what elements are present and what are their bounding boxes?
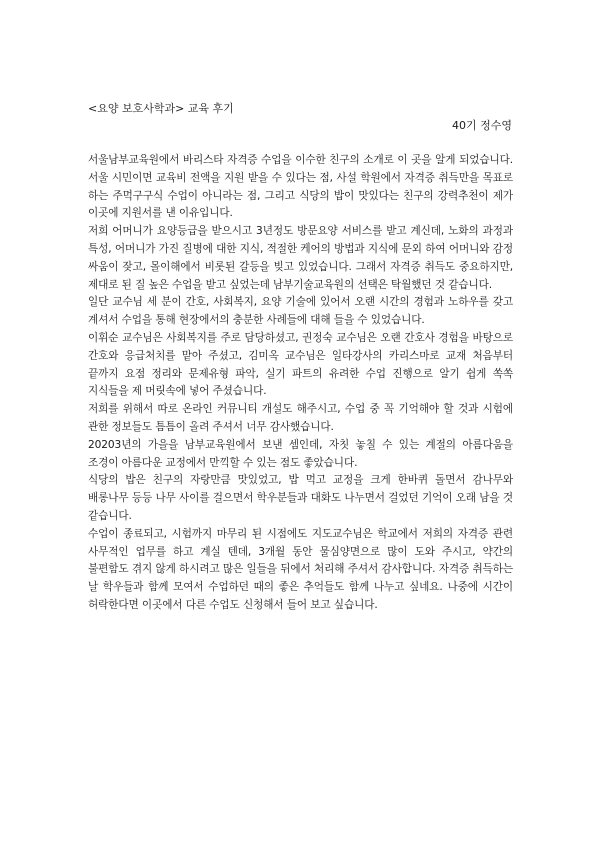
paragraph: 수업이 종료되고, 시험까지 마무리 된 시점에도 지도교수님은 학교에서 저희의 자격증 관련 사무적인 업무를 하고 계실 텐데, 3개월 동안 물심양면으로 많이 도와 주시고, 약간의 불편함도 겪지 않게 하시려고 많은 일들을 뒤에서 처리해 주셔서 감사합니다. 자격증 취득하는 날 학우들과 함께 모여서 수업하던 때의 좋은 추억들도 함께 나누고 싶네요. 나중에 시간이 허락한다면 이곳에서 다른 수업도 신청해서 들어 보고 싶습니다. (88, 527, 513, 611)
paragraph: 20203년의 가을을 남부교육원에서 보낸 셈인데, 자칫 놓칠 수 있는 계절의 아름다움을 조경이 아름다운 교정에서 만끽할 수 있는 점도 좋았습니다. (88, 438, 513, 469)
paragraph: 일단 교수님 세 분이 간호, 사회복지, 요양 기술에 있어서 오랜 시간의 경험과 노하우를 갖고 계셔서 수업을 통해 현장에서의 충분한 사례들에 대해 들을 수 있었습니다. (88, 296, 513, 327)
paragraph: 저희를 위해서 따로 온라인 커뮤니티 개설도 해주시고, 수업 중 꼭 기억해야 할 것과 시험에 관한 정보들도 틈틈이 올려 주셔서 너무 감사했습니다. (88, 403, 513, 433)
paragraph: 식당의 밥은 친구의 자랑만큼 맛있었고, 밥 먹고 교정을 크게 한바퀴 돌면서 감나무와 배롱나무 등등 나무 사이를 걸으면서 학우분들과 대화도 나누면서 걸었던 기억이 오래 남을 것 같습니다. (88, 474, 513, 522)
paragraph: 저희 어머니가 요양등급을 받으시고 3년정도 방문요양 서비스를 받고 계신데, 노화의 과정과 특성, 어머니가 가진 질병에 대한 지식, 적절한 케어의 방법과 지식에 문외 하여 어머니와 감정 싸움이 잦고, 몰이해에서 비롯된 갈등을 빚고 있었습니다. 그래서 자격증 취득도 중요하지만, 제대로 된 질 높은 수업을 받고 싶었는데 남부기술교육원의 선택은 탁월했던 것 같습니다. (88, 225, 513, 291)
paragraph: 이휘순 교수님은 사회복지를 주로 담당하셨고, 권정숙 교수님은 오랜 간호사 경험을 바탕으로 간호와 응급처치를 맡아 주셨고, 김미옥 교수님은 일타강사의 카리스마로 교재 처음부터 끝까지 요점 정리와 문제유형 파악, 실기 파트의 유려한 수업 진행으로 알기 쉽게 쏙쏙 지식들을 제 머릿속에 넣어 주셨습니다. (88, 331, 513, 398)
author-name: 40기 정수영 (452, 119, 512, 132)
document-title: <요양 보호사학과> 교육 후기 (88, 102, 234, 115)
document-body (88, 152, 513, 615)
paragraph: 서울남부교육원에서 바리스타 자격증 수업을 이수한 친구의 소개로 이 곳을 알게 되었습니다. 서울 시민이면 교육비 전액을 지원 받을 수 있다는 점, 사설 학원에서 자격증 취득만을 목표로 하는 주먹구구식 수업이 아니라는 점, 그리고 식당의 밥이 맛있다는 친구의 강력추천이 제가 이곳에 지원서를 낸 이유입니다. (88, 154, 513, 220)
